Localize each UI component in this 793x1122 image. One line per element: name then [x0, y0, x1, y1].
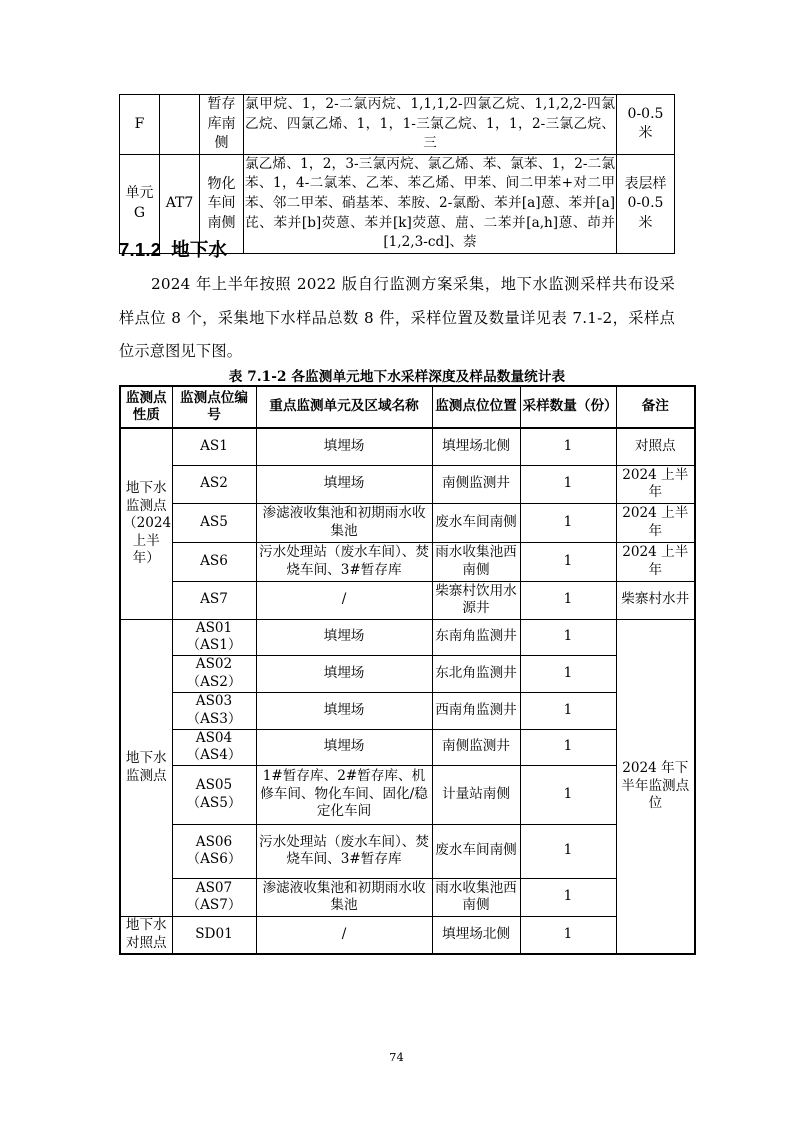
unit-cell: 1#暂存库、2#暂存库、机修车间、物化车间、固化/稳定化车间	[256, 765, 432, 824]
page-number: 74	[389, 1050, 404, 1064]
unit-cell: 单元G	[120, 154, 160, 253]
groundwater-sampling-table	[119, 385, 696, 955]
table-caption: 表 7.1-2 各监测单元地下水采样深度及样品数量统计表	[228, 369, 566, 385]
point-id-cell: AS03（AS3）	[172, 692, 256, 729]
quantity-cell: 1	[520, 729, 616, 765]
table-row	[120, 692, 695, 729]
header-cell: 监测点性质	[120, 386, 172, 428]
point-id-cell: AS5	[172, 503, 256, 542]
unit-cell: 填埋场	[256, 428, 432, 465]
header-cell: 采样数量（份）	[520, 386, 616, 428]
quantity-cell: 1	[520, 655, 616, 692]
position-cell: 东南角监测井	[432, 619, 520, 655]
note-cell: 2024 上半年	[616, 542, 695, 581]
point-id-cell: SD01	[172, 916, 256, 954]
unit-cell: /	[256, 581, 432, 619]
point-id-cell: AS05（AS5）	[172, 765, 256, 824]
unit-cell: 污水处理站（废水车间）、焚烧车间、3#暂存库	[256, 542, 432, 581]
table-row	[120, 916, 695, 954]
quantity-cell: 1	[520, 824, 616, 878]
header-cell: 监测点位编号	[172, 386, 256, 428]
unit-cell: 填埋场	[256, 619, 432, 655]
unit-cell: 污水处理站（废水车间）、焚烧车间、3#暂存库	[256, 824, 432, 878]
position-cell: 废水车间南侧	[432, 824, 520, 878]
point-id-cell: AS7	[172, 581, 256, 619]
location-cell: 物化车间南侧	[200, 154, 244, 253]
position-cell: 南侧监测井	[432, 465, 520, 503]
point-id-cell: AS07（AS7）	[172, 878, 256, 916]
header-cell: 监测点位位置	[432, 386, 520, 428]
position-cell: 填埋场北侧	[432, 428, 520, 465]
group-label-cell: 地下水监测点	[120, 619, 172, 916]
pollutant-table-continued	[119, 94, 675, 254]
quantity-cell: 1	[520, 619, 616, 655]
section-heading	[119, 236, 227, 262]
position-cell: 计量站南侧	[432, 765, 520, 824]
note-cell: 柴寨村水井	[616, 581, 695, 619]
table-row	[120, 655, 695, 692]
position-cell: 雨水收集池西南侧	[432, 542, 520, 581]
unit-cell: 渗滤液收集池和初期雨水收集池	[256, 878, 432, 916]
unit-cell: 填埋场	[256, 465, 432, 503]
note-cell: 2024 年下半年监测点位	[616, 619, 695, 954]
header-cell: 备注	[616, 386, 695, 428]
position-cell: 废水车间南侧	[432, 503, 520, 542]
point-id-cell: AS2	[172, 465, 256, 503]
code-cell: AT7	[160, 154, 200, 253]
note-cell: 2024 上半年	[616, 465, 695, 503]
quantity-cell: 1	[520, 765, 616, 824]
point-id-cell: AS06（AS6）	[172, 824, 256, 878]
quantity-cell: 1	[520, 542, 616, 581]
group-label-cell: 地下水监测点（2024上半年）	[120, 428, 172, 619]
table-row	[120, 428, 695, 465]
point-id-cell: AS02（AS2）	[172, 655, 256, 692]
quantity-cell: 1	[520, 878, 616, 916]
table-row	[120, 503, 695, 542]
table-row	[120, 824, 695, 878]
table-row	[120, 581, 695, 619]
unit-cell: 填埋场	[256, 692, 432, 729]
point-id-cell: AS01（AS1）	[172, 619, 256, 655]
unit-cell: F	[120, 95, 160, 155]
depth-cell: 表层样0-0.5 米	[617, 154, 675, 253]
position-cell: 雨水收集池西南侧	[432, 878, 520, 916]
position-cell: 西南角监测井	[432, 692, 520, 729]
quantity-cell: 1	[520, 503, 616, 542]
code-cell	[160, 95, 200, 155]
note-cell: 2024 上半年	[616, 503, 695, 542]
quantity-cell: 1	[520, 692, 616, 729]
quantity-cell: 1	[520, 916, 616, 954]
position-cell: 填埋场北侧	[432, 916, 520, 954]
pollutants-cell: 氯乙烯、1，2，3-三氯丙烷、氯乙烯、苯、氯苯、1，2-二氯苯、1，4-二氯苯、乙苯、苯乙烯、甲苯、间二甲苯+对二甲苯、邻二甲苯、硝基苯、苯胺、2-氯酚、苯并[a]蒽、苯并[a]芘、苯并[b]荧蒽、苯并[k]荧蒽、䓛、二苯并[a,h]蒽、茚并[1,2,3-cd]、萘	[244, 154, 617, 253]
location-cell: 暂存库南侧	[200, 95, 244, 155]
unit-cell: 渗滤液收集池和初期雨水收集池	[256, 503, 432, 542]
header-cell: 重点监测单元及区域名称	[256, 386, 432, 428]
unit-cell: /	[256, 916, 432, 954]
quantity-cell: 1	[520, 465, 616, 503]
quantity-cell: 1	[520, 581, 616, 619]
body-paragraph: 2024 年上半年按照 2022 版自行监测方案采集，地下水监测采样共布设采样点位 8 个，采集地下水样品总数 8 件，采样位置及数量详见表 7.1-2，采样点位示意图见下图。	[119, 275, 675, 360]
unit-cell: 填埋场	[256, 655, 432, 692]
depth-cell: 0-0.5 米	[617, 95, 675, 155]
section-number: 7.1.2	[119, 239, 162, 260]
table-row	[120, 878, 695, 916]
position-cell: 柴寨村饮用水源井	[432, 581, 520, 619]
table-row	[120, 465, 695, 503]
position-cell: 南侧监测井	[432, 729, 520, 765]
group-label-cell: 地下水对照点	[120, 916, 172, 954]
table-row	[120, 95, 675, 155]
table-row	[120, 729, 695, 765]
table-row	[120, 542, 695, 581]
point-id-cell: AS6	[172, 542, 256, 581]
table-header-row	[120, 386, 695, 428]
table-row	[120, 765, 695, 824]
unit-cell: 填埋场	[256, 729, 432, 765]
note-cell: 对照点	[616, 428, 695, 465]
quantity-cell: 1	[520, 428, 616, 465]
point-id-cell: AS04（AS4）	[172, 729, 256, 765]
point-id-cell: AS1	[172, 428, 256, 465]
pollutants-cell: 氯甲烷、1，2-二氯丙烷、1,1,1,2-四氯乙烷、1,1,2,2-四氯乙烷、四氯乙烯、1，1，1-三氯乙烷、1，1，2-三氯乙烷、三	[244, 95, 617, 155]
section-title: 地下水	[171, 239, 228, 260]
position-cell: 东北角监测井	[432, 655, 520, 692]
table-row	[120, 619, 695, 655]
